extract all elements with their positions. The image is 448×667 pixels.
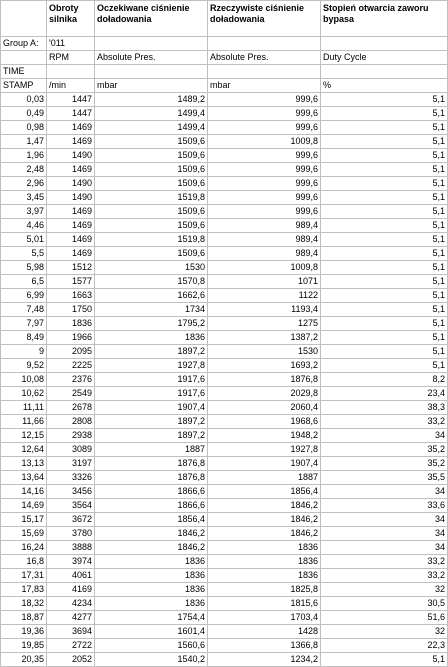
unit-cell[interactable]: STAMP: [1, 79, 47, 93]
data-cell[interactable]: 6,5: [1, 275, 47, 289]
data-cell[interactable]: 1234,2: [208, 653, 321, 667]
quantity-cell[interactable]: [1, 51, 47, 65]
table-row: [1, 359, 448, 373]
data-cell[interactable]: 5,1: [321, 233, 448, 247]
data-cell[interactable]: 1577: [47, 275, 95, 289]
data-cell[interactable]: 11,11: [1, 401, 47, 415]
data-cell[interactable]: 1846,2: [208, 499, 321, 513]
data-cell[interactable]: 2029,8: [208, 387, 321, 401]
data-cell[interactable]: 1846,2: [208, 513, 321, 527]
data-cell[interactable]: 1509,6: [95, 163, 208, 177]
data-cell[interactable]: 13,13: [1, 457, 47, 471]
data-cell[interactable]: 989,4: [208, 219, 321, 233]
data-cell[interactable]: 1509,6: [95, 149, 208, 163]
data-cell[interactable]: 1530: [95, 261, 208, 275]
data-cell[interactable]: 2060,4: [208, 401, 321, 415]
data-cell[interactable]: 1193,4: [208, 303, 321, 317]
data-cell[interactable]: 3456: [47, 485, 95, 499]
data-cell[interactable]: 7,97: [1, 317, 47, 331]
header-cell-actual-pressure[interactable]: Rzeczywiste ciśnienie doładowania: [208, 1, 321, 37]
data-cell[interactable]: 6,99: [1, 289, 47, 303]
data-cell[interactable]: 4169: [47, 583, 95, 597]
data-cell[interactable]: 1876,8: [95, 471, 208, 485]
data-cell[interactable]: 1366,8: [208, 639, 321, 653]
data-cell[interactable]: 5,1: [321, 121, 448, 135]
empty-cell[interactable]: [208, 65, 321, 79]
table-row: [1, 457, 448, 471]
data-cell[interactable]: 1509,6: [95, 177, 208, 191]
table-row: [1, 303, 448, 317]
data-cell[interactable]: 1490: [47, 149, 95, 163]
table-row: [1, 625, 448, 639]
table-row: [1, 415, 448, 429]
data-cell[interactable]: 1836: [208, 555, 321, 569]
data-cell[interactable]: 4234: [47, 597, 95, 611]
data-cell[interactable]: 10,08: [1, 373, 47, 387]
data-cell[interactable]: 1469: [47, 233, 95, 247]
data-cell[interactable]: 1663: [47, 289, 95, 303]
data-cell[interactable]: 1570,8: [95, 275, 208, 289]
data-cell[interactable]: 1917,6: [95, 387, 208, 401]
data-cell[interactable]: 1509,6: [95, 135, 208, 149]
data-cell[interactable]: 1836: [208, 569, 321, 583]
data-cell[interactable]: 1846,2: [208, 527, 321, 541]
table-row: [1, 401, 448, 415]
data-cell[interactable]: 1836: [95, 331, 208, 345]
data-cell[interactable]: 1447: [47, 107, 95, 121]
data-cell[interactable]: 5,1: [321, 93, 448, 107]
data-cell[interactable]: 1009,8: [208, 261, 321, 275]
data-cell[interactable]: 1836: [208, 541, 321, 555]
group-row: [1, 37, 448, 51]
data-cell[interactable]: 1927,8: [95, 359, 208, 373]
table-row: [1, 485, 448, 499]
data-cell[interactable]: 5,1: [321, 149, 448, 163]
table-row: [1, 541, 448, 555]
data-cell[interactable]: 5,1: [321, 177, 448, 191]
data-cell[interactable]: 1469: [47, 247, 95, 261]
data-cell[interactable]: 1509,6: [95, 247, 208, 261]
header-cell-rpm[interactable]: Obroty silnika: [47, 1, 95, 37]
data-cell[interactable]: 1887: [95, 443, 208, 457]
data-cell[interactable]: 5,1: [321, 107, 448, 121]
data-cell[interactable]: 2,48: [1, 163, 47, 177]
data-cell[interactable]: 1009,8: [208, 135, 321, 149]
data-cell[interactable]: 5,01: [1, 233, 47, 247]
data-cell[interactable]: 2808: [47, 415, 95, 429]
unit-cell[interactable]: %: [321, 79, 448, 93]
data-cell[interactable]: 2095: [47, 345, 95, 359]
data-cell[interactable]: 1846,2: [95, 541, 208, 555]
table-body: [1, 1, 448, 667]
table-row: [1, 205, 448, 219]
data-cell[interactable]: 5,1: [321, 345, 448, 359]
data-cell[interactable]: 17,31: [1, 569, 47, 583]
data-cell[interactable]: 5,1: [321, 219, 448, 233]
data-cell[interactable]: 1499,4: [95, 107, 208, 121]
data-cell[interactable]: 1887: [208, 471, 321, 485]
data-cell[interactable]: 5,1: [321, 191, 448, 205]
data-cell[interactable]: 3888: [47, 541, 95, 555]
data-cell[interactable]: 1387,2: [208, 331, 321, 345]
data-cell[interactable]: 34: [321, 429, 448, 443]
data-cell[interactable]: 1846,2: [95, 527, 208, 541]
data-cell[interactable]: 1795,2: [95, 317, 208, 331]
header-cell-blank[interactable]: [1, 1, 47, 37]
data-cell[interactable]: 999,6: [208, 177, 321, 191]
data-cell[interactable]: 1927,8: [208, 443, 321, 457]
data-cell[interactable]: 2376: [47, 373, 95, 387]
data-cell[interactable]: 3089: [47, 443, 95, 457]
data-cell[interactable]: 1948,2: [208, 429, 321, 443]
data-cell[interactable]: 1540,2: [95, 653, 208, 667]
data-cell[interactable]: 1866,6: [95, 485, 208, 499]
empty-cell[interactable]: [208, 37, 321, 51]
data-cell[interactable]: 1469: [47, 135, 95, 149]
table-row: [1, 373, 448, 387]
header-row: [1, 1, 448, 37]
data-cell[interactable]: 1968,6: [208, 415, 321, 429]
data-cell[interactable]: 34: [321, 527, 448, 541]
data-cell[interactable]: 1071: [208, 275, 321, 289]
table-row: [1, 93, 448, 107]
data-cell[interactable]: 5,5: [1, 247, 47, 261]
data-cell[interactable]: 1876,8: [208, 373, 321, 387]
data-cell[interactable]: 3326: [47, 471, 95, 485]
data-cell[interactable]: 1703,4: [208, 611, 321, 625]
group-label-cell[interactable]: Group A:: [1, 37, 47, 51]
data-cell[interactable]: 0,49: [1, 107, 47, 121]
data-cell[interactable]: 5,1: [321, 205, 448, 219]
data-cell[interactable]: 13,64: [1, 471, 47, 485]
data-cell[interactable]: 35,2: [321, 443, 448, 457]
data-cell[interactable]: 1490: [47, 191, 95, 205]
data-cell[interactable]: 1447: [47, 93, 95, 107]
data-cell[interactable]: 1836: [95, 569, 208, 583]
data-cell[interactable]: 51,6: [321, 611, 448, 625]
data-cell[interactable]: 23,4: [321, 387, 448, 401]
data-cell[interactable]: 33,2: [321, 415, 448, 429]
data-cell[interactable]: 1509,6: [95, 205, 208, 219]
data-cell[interactable]: 5,1: [321, 359, 448, 373]
table-row: [1, 611, 448, 625]
data-cell[interactable]: 1489,2: [95, 93, 208, 107]
data-cell[interactable]: 3974: [47, 555, 95, 569]
group-value-cell[interactable]: '011: [47, 37, 95, 51]
data-cell[interactable]: 16,24: [1, 541, 47, 555]
data-cell[interactable]: 5,1: [321, 247, 448, 261]
data-cell[interactable]: 999,6: [208, 205, 321, 219]
data-cell[interactable]: 19,36: [1, 625, 47, 639]
data-cell[interactable]: 1734: [95, 303, 208, 317]
quantity-row: [1, 51, 448, 65]
table-row: [1, 345, 448, 359]
data-cell[interactable]: 0,98: [1, 121, 47, 135]
data-cell[interactable]: 5,1: [321, 653, 448, 667]
data-cell[interactable]: 3564: [47, 499, 95, 513]
data-cell[interactable]: 1966: [47, 331, 95, 345]
data-cell[interactable]: 33,2: [321, 555, 448, 569]
table-row: [1, 121, 448, 135]
data-cell[interactable]: 1519,8: [95, 233, 208, 247]
data-cell[interactable]: 989,4: [208, 233, 321, 247]
data-cell[interactable]: 2549: [47, 387, 95, 401]
table-row: [1, 149, 448, 163]
data-cell[interactable]: 1897,2: [95, 415, 208, 429]
data-cell[interactable]: 12,64: [1, 443, 47, 457]
empty-cell[interactable]: [47, 65, 95, 79]
data-cell[interactable]: 1122: [208, 289, 321, 303]
data-cell[interactable]: 9,52: [1, 359, 47, 373]
table-row: [1, 429, 448, 443]
data-cell[interactable]: 5,1: [321, 261, 448, 275]
data-cell[interactable]: 0,03: [1, 93, 47, 107]
table-row: [1, 527, 448, 541]
data-cell[interactable]: 18,32: [1, 597, 47, 611]
data-cell[interactable]: 35,2: [321, 457, 448, 471]
data-cell[interactable]: 7,48: [1, 303, 47, 317]
data-cell[interactable]: 3,97: [1, 205, 47, 219]
data-cell[interactable]: 1490: [47, 177, 95, 191]
data-cell[interactable]: 1836: [95, 583, 208, 597]
data-cell[interactable]: 3,45: [1, 191, 47, 205]
table-row: [1, 261, 448, 275]
data-cell[interactable]: 1907,4: [208, 457, 321, 471]
header-cell-bypass[interactable]: Stopień otwarcia zaworu bypasa: [321, 1, 448, 37]
data-cell[interactable]: 1512: [47, 261, 95, 275]
data-cell[interactable]: 1897,2: [95, 429, 208, 443]
data-cell[interactable]: 2,96: [1, 177, 47, 191]
table-row: [1, 219, 448, 233]
data-cell[interactable]: 1428: [208, 625, 321, 639]
data-cell[interactable]: 34: [321, 485, 448, 499]
time-label-cell[interactable]: TIME: [1, 65, 47, 79]
data-cell[interactable]: 38,3: [321, 401, 448, 415]
table-row: [1, 317, 448, 331]
table-row: [1, 597, 448, 611]
empty-cell[interactable]: [95, 37, 208, 51]
data-cell[interactable]: 1917,6: [95, 373, 208, 387]
data-cell[interactable]: 32: [321, 625, 448, 639]
data-cell[interactable]: 999,6: [208, 191, 321, 205]
data-cell[interactable]: 3197: [47, 457, 95, 471]
quantity-cell[interactable]: Absolute Pres.: [95, 51, 208, 65]
data-cell[interactable]: 18,87: [1, 611, 47, 625]
unit-cell[interactable]: mbar: [208, 79, 321, 93]
data-cell[interactable]: 999,6: [208, 107, 321, 121]
data-cell[interactable]: 1836: [47, 317, 95, 331]
data-cell[interactable]: 12,15: [1, 429, 47, 443]
data-cell[interactable]: 19,85: [1, 639, 47, 653]
data-cell[interactable]: 5,1: [321, 331, 448, 345]
data-cell[interactable]: 8,2: [321, 373, 448, 387]
data-cell[interactable]: 5,98: [1, 261, 47, 275]
table-row: [1, 555, 448, 569]
table-row: [1, 583, 448, 597]
data-cell[interactable]: 1,96: [1, 149, 47, 163]
data-cell[interactable]: 1499,4: [95, 121, 208, 135]
data-cell[interactable]: 1560,6: [95, 639, 208, 653]
table-row: [1, 289, 448, 303]
data-cell[interactable]: 3694: [47, 625, 95, 639]
data-cell[interactable]: 20,35: [1, 653, 47, 667]
table-row: [1, 233, 448, 247]
table-row: [1, 513, 448, 527]
data-cell[interactable]: 1750: [47, 303, 95, 317]
data-cell[interactable]: 34: [321, 513, 448, 527]
data-cell[interactable]: 1519,8: [95, 191, 208, 205]
data-cell[interactable]: 1275: [208, 317, 321, 331]
data-cell[interactable]: 8,49: [1, 331, 47, 345]
data-cell[interactable]: 2052: [47, 653, 95, 667]
data-cell[interactable]: 2938: [47, 429, 95, 443]
data-cell[interactable]: 999,6: [208, 93, 321, 107]
data-cell[interactable]: 5,1: [321, 135, 448, 149]
data-cell[interactable]: 15,17: [1, 513, 47, 527]
data-cell[interactable]: 2722: [47, 639, 95, 653]
data-cell[interactable]: 10,62: [1, 387, 47, 401]
empty-cell[interactable]: [95, 65, 208, 79]
table-row: [1, 107, 448, 121]
data-cell[interactable]: 2678: [47, 401, 95, 415]
table-row: [1, 135, 448, 149]
data-cell[interactable]: 1897,2: [95, 345, 208, 359]
data-cell[interactable]: 1469: [47, 163, 95, 177]
data-cell[interactable]: 4061: [47, 569, 95, 583]
data-cell[interactable]: 1825,8: [208, 583, 321, 597]
data-cell[interactable]: 5,1: [321, 317, 448, 331]
table-row: [1, 639, 448, 653]
data-cell[interactable]: 5,1: [321, 289, 448, 303]
data-cell[interactable]: 1509,6: [95, 219, 208, 233]
quantity-cell[interactable]: RPM: [47, 51, 95, 65]
table-row: [1, 653, 448, 667]
data-cell[interactable]: 1836: [95, 597, 208, 611]
data-cell[interactable]: 5,1: [321, 275, 448, 289]
data-cell[interactable]: 17,83: [1, 583, 47, 597]
data-cell[interactable]: 32: [321, 583, 448, 597]
table-row: [1, 331, 448, 345]
data-cell[interactable]: 989,4: [208, 247, 321, 261]
empty-cell[interactable]: [321, 65, 448, 79]
data-cell[interactable]: 22,3: [321, 639, 448, 653]
table-row: [1, 569, 448, 583]
header-cell-expected-pressure[interactable]: Oczekiwane ciśnienie doładowania: [95, 1, 208, 37]
data-cell[interactable]: 1601,4: [95, 625, 208, 639]
data-cell[interactable]: 5,1: [321, 303, 448, 317]
data-cell[interactable]: 1693,2: [208, 359, 321, 373]
data-cell[interactable]: 1469: [47, 219, 95, 233]
table-row: [1, 177, 448, 191]
data-cell[interactable]: 1907,4: [95, 401, 208, 415]
data-cell[interactable]: 5,1: [321, 163, 448, 177]
data-cell[interactable]: 1836: [95, 555, 208, 569]
data-cell[interactable]: 1662,6: [95, 289, 208, 303]
data-cell[interactable]: 1530: [208, 345, 321, 359]
data-cell[interactable]: 1856,4: [208, 485, 321, 499]
data-cell[interactable]: 999,6: [208, 163, 321, 177]
data-cell[interactable]: 34: [321, 541, 448, 555]
data-cell[interactable]: 9: [1, 345, 47, 359]
unit-cell[interactable]: mbar: [95, 79, 208, 93]
time-row: [1, 65, 448, 79]
data-cell[interactable]: 15,69: [1, 527, 47, 541]
data-cell[interactable]: 1,47: [1, 135, 47, 149]
data-cell[interactable]: 3672: [47, 513, 95, 527]
data-cell[interactable]: 1469: [47, 121, 95, 135]
data-cell[interactable]: 1469: [47, 205, 95, 219]
data-cell[interactable]: 1856,4: [95, 513, 208, 527]
table-row: [1, 163, 448, 177]
table-row: [1, 191, 448, 205]
data-cell[interactable]: 1815,6: [208, 597, 321, 611]
unit-cell[interactable]: /min: [47, 79, 95, 93]
data-cell[interactable]: 16,8: [1, 555, 47, 569]
quantity-cell[interactable]: Absolute Pres.: [208, 51, 321, 65]
data-cell[interactable]: 33,2: [321, 569, 448, 583]
table-row: [1, 499, 448, 513]
data-cell[interactable]: 2225: [47, 359, 95, 373]
quantity-cell[interactable]: Duty Cycle: [321, 51, 448, 65]
data-cell[interactable]: 1754,4: [95, 611, 208, 625]
table-row: [1, 247, 448, 261]
table-row: [1, 387, 448, 401]
data-cell[interactable]: 33,6: [321, 499, 448, 513]
table-row: [1, 275, 448, 289]
data-cell[interactable]: 35,5: [321, 471, 448, 485]
table-row: [1, 471, 448, 485]
table-row: [1, 443, 448, 457]
data-cell[interactable]: 999,6: [208, 121, 321, 135]
data-cell[interactable]: 11,66: [1, 415, 47, 429]
data-cell[interactable]: 1876,8: [95, 457, 208, 471]
units-row: [1, 79, 448, 93]
data-cell[interactable]: 3780: [47, 527, 95, 541]
empty-cell[interactable]: [321, 37, 448, 51]
data-cell[interactable]: 14,69: [1, 499, 47, 513]
data-cell[interactable]: 999,6: [208, 149, 321, 163]
data-cell[interactable]: 30,5: [321, 597, 448, 611]
data-cell[interactable]: 1866,6: [95, 499, 208, 513]
data-cell[interactable]: 4277: [47, 611, 95, 625]
data-cell[interactable]: 14,16: [1, 485, 47, 499]
data-cell[interactable]: 4,46: [1, 219, 47, 233]
